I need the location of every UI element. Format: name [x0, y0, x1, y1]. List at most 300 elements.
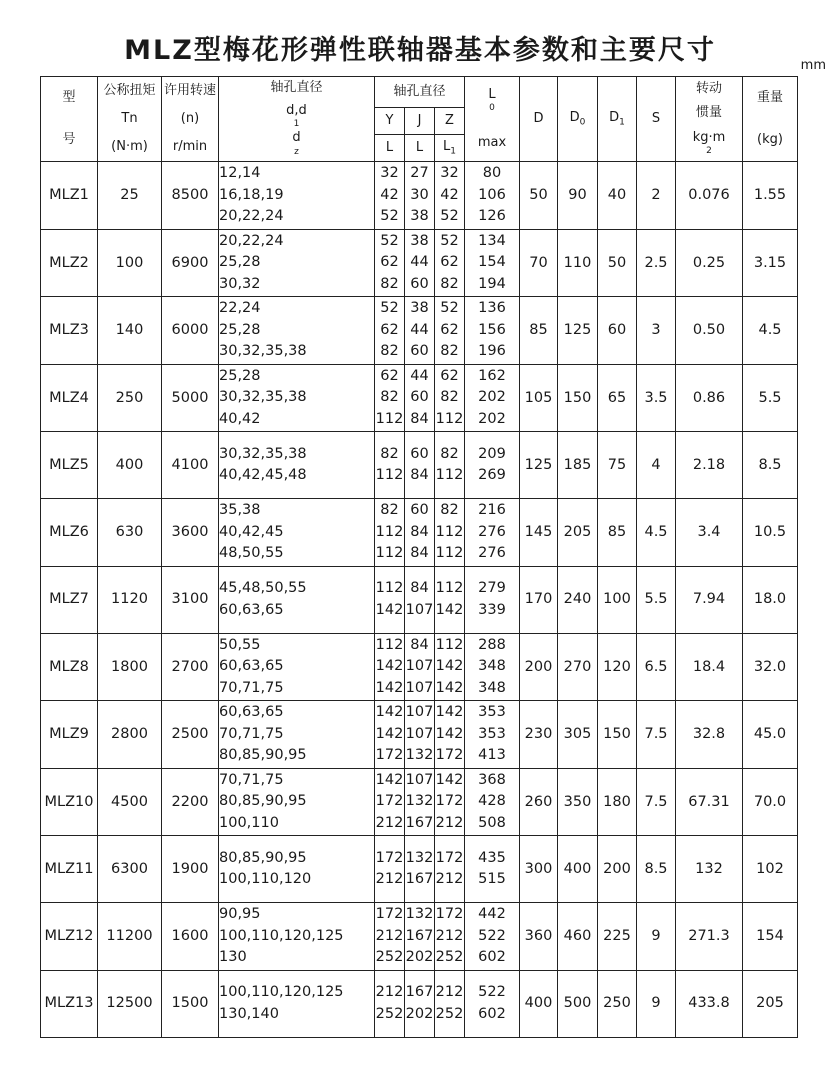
cell-y-length-value: 212	[375, 927, 404, 944]
cell-bore-diameters-value: 40,42	[219, 410, 261, 427]
cell-bore-diameters-value: 25,28	[219, 321, 261, 338]
cell-z-length-value: 82	[440, 343, 459, 359]
header-model: 型 号	[41, 77, 98, 162]
cell-s: 2.5	[637, 229, 676, 297]
cell-bore-diameters	[219, 566, 375, 633]
cell-bore-diameters-value: 80,85,90,95	[219, 747, 307, 763]
cell-y-length-value: 112	[375, 467, 404, 483]
cell-l0-max	[465, 432, 520, 499]
cell-model: MLZ5	[41, 432, 98, 499]
cell-z-length-value: 172	[435, 793, 464, 809]
cell-d1: 120	[598, 633, 637, 701]
cell-torque: 400	[98, 432, 162, 499]
cell-inertia: 433.8	[676, 970, 743, 1037]
cell-bore-diameters-value: 90,95	[219, 906, 261, 922]
cell-j-length-value: 30	[410, 186, 429, 203]
cell-d1: 60	[598, 297, 637, 365]
cell-d: 400	[520, 970, 558, 1037]
cell-s: 6.5	[637, 633, 676, 701]
table-row	[41, 836, 798, 903]
cell-z-length-value: 172	[435, 747, 464, 763]
cell-bore-diameters-value: 80,85,90,95	[219, 793, 307, 809]
cell-torque: 2800	[98, 701, 162, 769]
cell-torque: 140	[98, 297, 162, 365]
cell-l0-max-value: 413	[478, 747, 506, 763]
cell-d1: 225	[598, 903, 637, 971]
cell-j-length-value: 44	[410, 254, 429, 270]
cell-d0: 240	[558, 566, 598, 633]
cell-z-length	[435, 970, 465, 1037]
cell-model: MLZ13	[41, 970, 98, 1037]
cell-j-length	[405, 836, 435, 903]
cell-y-length-value: 212	[375, 871, 404, 887]
cell-z-length-value: 212	[435, 814, 464, 831]
cell-j-length	[405, 499, 435, 567]
cell-inertia: 67.31	[676, 768, 743, 836]
cell-j-length-value: 107	[405, 679, 434, 696]
cell-d1: 200	[598, 836, 637, 903]
cell-d0: 185	[558, 432, 598, 499]
table-row	[41, 297, 798, 365]
cell-bore-diameters-value: 40,42,45,48	[219, 467, 307, 483]
cell-d0: 460	[558, 903, 598, 971]
cell-l0-max	[465, 970, 520, 1037]
cell-weight: 5.5	[743, 364, 798, 432]
cell-speed: 1500	[162, 970, 219, 1037]
cell-y-length	[375, 162, 405, 230]
cell-l0-max	[465, 499, 520, 567]
cell-j-length	[405, 162, 435, 230]
cell-j-length-value: 38	[410, 208, 429, 224]
cell-s: 2	[637, 162, 676, 230]
cell-j-length-value: 84	[410, 410, 429, 427]
cell-bore-diameters-value: 30,32,35,38	[219, 343, 307, 359]
cell-y-length	[375, 701, 405, 769]
cell-l0-max-value: 353	[478, 704, 506, 720]
cell-y-length-value: 82	[380, 343, 399, 359]
cell-speed: 4100	[162, 432, 219, 499]
cell-d0: 350	[558, 768, 598, 836]
cell-weight: 45.0	[743, 701, 798, 769]
cell-d: 300	[520, 836, 558, 903]
cell-torque: 25	[98, 162, 162, 230]
cell-d0: 270	[558, 633, 598, 701]
cell-weight: 70.0	[743, 768, 798, 836]
cell-j-length	[405, 768, 435, 836]
cell-bore-diameters-value: 100,110,120,125	[219, 927, 344, 944]
header-l0: L 0 max	[465, 77, 520, 162]
cell-y-length-value: 82	[380, 389, 399, 405]
table-row	[41, 499, 798, 567]
table-row	[41, 633, 798, 701]
cell-d: 70	[520, 229, 558, 297]
cell-torque: 12500	[98, 970, 162, 1037]
cell-j-length-value: 84	[410, 580, 429, 596]
cell-bore-diameters	[219, 499, 375, 567]
table-row	[41, 701, 798, 769]
cell-j-length	[405, 566, 435, 633]
cell-y-length-value: 62	[380, 254, 399, 270]
cell-y-length-value: 52	[380, 300, 399, 316]
cell-speed: 5000	[162, 364, 219, 432]
header-z: Z	[435, 108, 465, 135]
cell-model: MLZ3	[41, 297, 98, 365]
table-row	[41, 162, 798, 230]
cell-bore-diameters	[219, 633, 375, 701]
cell-d0: 205	[558, 499, 598, 567]
cell-y-length	[375, 768, 405, 836]
cell-d: 125	[520, 432, 558, 499]
cell-y-length-value: 212	[375, 984, 404, 1000]
cell-j-length	[405, 297, 435, 365]
cell-j-length-value: 202	[405, 949, 434, 965]
cell-j-length-value: 167	[405, 871, 434, 887]
header-speed: 许用转速 (n) r/min	[162, 77, 219, 162]
page-title: MLZ型梅花形弹性联轴器基本参数和主要尺寸	[124, 35, 716, 66]
cell-bore-diameters-value: 100,110	[219, 814, 279, 831]
cell-y-length	[375, 836, 405, 903]
cell-l0-max-value: 435	[478, 849, 506, 866]
table-row	[41, 970, 798, 1037]
cell-y-length	[375, 297, 405, 365]
cell-y-length	[375, 432, 405, 499]
cell-s: 4	[637, 432, 676, 499]
cell-bore-diameters-value: 60,63,65	[219, 658, 284, 674]
cell-model: MLZ10	[41, 768, 98, 836]
cell-bore-diameters-value: 25,28	[219, 367, 261, 384]
cell-weight: 10.5	[743, 499, 798, 567]
cell-weight: 8.5	[743, 432, 798, 499]
cell-bore-diameters-value: 60,63,65	[219, 704, 284, 720]
header-d0: $D_0$	[558, 77, 598, 162]
cell-bore-diameters-value: 12,14	[219, 165, 261, 181]
cell-weight: 32.0	[743, 633, 798, 701]
cell-d: 360	[520, 903, 558, 971]
cell-j-length-value: 84	[410, 545, 429, 561]
cell-bore-diameters	[219, 364, 375, 432]
cell-j-length-value: 202	[405, 1005, 434, 1022]
cell-y-length-value: 112	[375, 523, 404, 540]
cell-l0-max	[465, 566, 520, 633]
cell-bore-diameters-value: 35,38	[219, 502, 261, 518]
cell-torque: 630	[98, 499, 162, 567]
cell-l0-max-value: 522	[478, 984, 506, 1000]
cell-bore-diameters-value: 20,22,24	[219, 232, 284, 249]
cell-inertia: 2.18	[676, 432, 743, 499]
cell-z-length-value: 172	[435, 906, 464, 922]
table-row	[41, 768, 798, 836]
table-row	[41, 364, 798, 432]
cell-d1: 75	[598, 432, 637, 499]
cell-l0-max-value: 288	[478, 636, 506, 653]
cell-s: 8.5	[637, 836, 676, 903]
cell-inertia: 132	[676, 836, 743, 903]
cell-l0-max-value: 276	[478, 523, 506, 540]
cell-bore-diameters-value: 25,28	[219, 254, 261, 270]
cell-j-length	[405, 364, 435, 432]
cell-y-length-value: 172	[375, 906, 404, 922]
cell-z-length	[435, 297, 465, 365]
cell-y-length	[375, 970, 405, 1037]
cell-y-length-value: 42	[380, 186, 399, 203]
cell-d0: 500	[558, 970, 598, 1037]
cell-s: 4.5	[637, 499, 676, 567]
cell-torque: 1800	[98, 633, 162, 701]
cell-l0-max	[465, 836, 520, 903]
cell-bore-diameters-value: 22,24	[219, 300, 261, 316]
cell-l0-max-value: 276	[478, 545, 506, 561]
cell-z-length	[435, 364, 465, 432]
table-row	[41, 903, 798, 971]
cell-d1: 250	[598, 970, 637, 1037]
cell-y-length-value: 112	[375, 636, 404, 653]
cell-j-length-value: 107	[405, 601, 434, 618]
cell-y-length-value: 112	[375, 410, 404, 427]
cell-model: MLZ1	[41, 162, 98, 230]
cell-y-length-value: 32	[380, 165, 399, 181]
cell-speed: 6000	[162, 297, 219, 365]
cell-j-length	[405, 903, 435, 971]
cell-l0-max-value: 196	[478, 343, 506, 359]
cell-l0-max-value: 136	[478, 300, 506, 316]
cell-y-length-value: 252	[375, 949, 404, 965]
cell-speed: 2700	[162, 633, 219, 701]
cell-j-length-value: 167	[405, 984, 434, 1000]
cell-bore-diameters-value: 30,32,35,38	[219, 445, 307, 462]
cell-s: 3	[637, 297, 676, 365]
cell-speed: 2500	[162, 701, 219, 769]
cell-l0-max-value: 154	[478, 254, 506, 270]
cell-j-length	[405, 970, 435, 1037]
cell-l0-max-value: 269	[478, 467, 506, 483]
cell-l0-max-value: 126	[478, 208, 506, 224]
cell-s: 5.5	[637, 566, 676, 633]
cell-j-length-value: 84	[410, 523, 429, 540]
header-d: D	[520, 77, 558, 162]
cell-z-length-value: 112	[435, 545, 464, 561]
cell-d0: 400	[558, 836, 598, 903]
cell-z-length-value: 172	[435, 849, 464, 866]
cell-z-length-value: 52	[440, 208, 459, 224]
cell-l0-max	[465, 701, 520, 769]
table-row	[41, 229, 798, 297]
cell-z-length	[435, 836, 465, 903]
cell-l0-max-value: 279	[478, 580, 506, 596]
cell-y-length-value: 112	[375, 580, 404, 596]
cell-speed: 8500	[162, 162, 219, 230]
cell-inertia: 0.86	[676, 364, 743, 432]
cell-bore-diameters	[219, 970, 375, 1037]
cell-d: 105	[520, 364, 558, 432]
cell-y-length-value: 82	[380, 445, 399, 462]
cell-z-length-value: 142	[435, 679, 464, 696]
cell-z-length-value: 212	[435, 984, 464, 1000]
cell-z-length-value: 252	[435, 1005, 464, 1022]
cell-l0-max-value: 134	[478, 232, 506, 249]
cell-y-length-value: 82	[380, 502, 399, 518]
header-z-l1: $L_1$	[435, 135, 465, 162]
cell-bore-diameters-value: 60,63,65	[219, 601, 284, 618]
cell-z-length-value: 112	[435, 636, 464, 653]
cell-z-length-value: 82	[440, 502, 459, 518]
cell-z-length	[435, 566, 465, 633]
header-inertia: 转动 惯量 kg·m 2	[676, 77, 743, 162]
cell-model: MLZ8	[41, 633, 98, 701]
cell-l0-max	[465, 162, 520, 230]
cell-z-length-value: 42	[440, 186, 459, 203]
cell-y-length-value: 252	[375, 1005, 404, 1022]
cell-d: 170	[520, 566, 558, 633]
cell-bore-diameters-value: 70,71,75	[219, 679, 284, 696]
cell-z-length-value: 82	[440, 445, 459, 462]
cell-d1: 180	[598, 768, 637, 836]
cell-model: MLZ2	[41, 229, 98, 297]
cell-bore-diameters-value: 100,110,120,125	[219, 984, 344, 1000]
cell-j-length-value: 44	[410, 367, 429, 384]
cell-inertia: 0.076	[676, 162, 743, 230]
cell-speed: 1900	[162, 836, 219, 903]
cell-l0-max-value: 508	[478, 814, 506, 831]
cell-d0: 90	[558, 162, 598, 230]
cell-bore-diameters-value: 30,32	[219, 275, 261, 292]
cell-speed: 1600	[162, 903, 219, 971]
cell-j-length-value: 84	[410, 636, 429, 653]
cell-bore-diameters-value: 40,42,45	[219, 523, 284, 540]
cell-l0-max-value: 368	[478, 771, 506, 788]
cell-z-length-value: 142	[435, 704, 464, 720]
cell-d0: 305	[558, 701, 598, 769]
cell-z-length	[435, 633, 465, 701]
cell-z-length-value: 82	[440, 275, 459, 292]
cell-l0-max-value: 348	[478, 658, 506, 674]
cell-torque: 250	[98, 364, 162, 432]
cell-l0-max	[465, 768, 520, 836]
cell-y-length-value: 62	[380, 367, 399, 384]
cell-j-length-value: 167	[405, 927, 434, 944]
cell-z-length	[435, 701, 465, 769]
cell-z-length	[435, 499, 465, 567]
cell-d0: 150	[558, 364, 598, 432]
cell-d1: 85	[598, 499, 637, 567]
cell-bore-diameters	[219, 162, 375, 230]
header-j: J	[405, 108, 435, 135]
cell-l0-max-value: 602	[478, 1005, 506, 1022]
cell-s: 9	[637, 970, 676, 1037]
cell-j-length-value: 107	[405, 771, 434, 788]
header-y-l: L	[375, 135, 405, 162]
cell-bore-diameters	[219, 432, 375, 499]
cell-d1: 65	[598, 364, 637, 432]
cell-d1: 50	[598, 229, 637, 297]
cell-inertia: 271.3	[676, 903, 743, 971]
cell-bore-diameters	[219, 701, 375, 769]
cell-y-length-value: 142	[375, 771, 404, 788]
cell-z-length-value: 82	[440, 389, 459, 405]
cell-inertia: 3.4	[676, 499, 743, 567]
cell-model: MLZ4	[41, 364, 98, 432]
cell-s: 7.5	[637, 768, 676, 836]
cell-j-length	[405, 701, 435, 769]
cell-z-length-value: 142	[435, 601, 464, 618]
cell-weight: 4.5	[743, 297, 798, 365]
cell-y-length	[375, 499, 405, 567]
cell-y-length-value: 142	[375, 704, 404, 720]
cell-l0-max-value: 194	[478, 275, 506, 292]
cell-j-length-value: 107	[405, 704, 434, 720]
header-bore-diameter: 轴孔直径 d,d 1 d z	[219, 77, 375, 162]
header-weight: 重量 (kg)	[743, 77, 798, 162]
cell-z-length-value: 52	[440, 232, 459, 249]
cell-j-length-value: 60	[410, 389, 429, 405]
header-d1: $D_1$	[598, 77, 637, 162]
cell-y-length-value: 142	[375, 679, 404, 696]
cell-d: 50	[520, 162, 558, 230]
cell-y-length-value: 112	[375, 545, 404, 561]
cell-l0-max-value: 80	[482, 165, 502, 181]
cell-y-length-value: 142	[375, 725, 404, 742]
header-s: S	[637, 77, 676, 162]
cell-bore-diameters-value: 20,22,24	[219, 208, 284, 224]
cell-bore-diameters-value: 130,140	[219, 1005, 279, 1022]
cell-bore-diameters-value: 70,71,75	[219, 725, 284, 742]
cell-z-length-value: 142	[435, 725, 464, 742]
parameter-table	[40, 76, 798, 1038]
cell-j-length-value: 60	[410, 502, 429, 518]
cell-bore-diameters	[219, 229, 375, 297]
cell-j-length-value: 27	[410, 165, 429, 181]
cell-d: 200	[520, 633, 558, 701]
cell-l0-max-value: 209	[478, 445, 506, 462]
cell-weight: 3.15	[743, 229, 798, 297]
cell-l0-max-value: 162	[478, 367, 506, 384]
cell-s: 7.5	[637, 701, 676, 769]
cell-y-length-value: 172	[375, 849, 404, 866]
cell-weight: 102	[743, 836, 798, 903]
cell-y-length-value: 52	[380, 232, 399, 249]
cell-l0-max	[465, 364, 520, 432]
cell-l0-max-value: 106	[478, 186, 506, 203]
cell-j-length	[405, 633, 435, 701]
cell-j-length-value: 38	[410, 300, 429, 316]
cell-j-length-value: 132	[405, 849, 434, 866]
cell-y-length	[375, 903, 405, 971]
cell-j-length-value: 60	[410, 445, 429, 462]
cell-z-length	[435, 903, 465, 971]
cell-bore-diameters-value: 48,50,55	[219, 545, 284, 561]
cell-bore-diameters-value: 30,32,35,38	[219, 389, 307, 405]
cell-bore-diameters	[219, 297, 375, 365]
cell-torque: 4500	[98, 768, 162, 836]
cell-l0-max-value: 602	[478, 949, 506, 965]
unit-label: mm	[800, 58, 826, 73]
cell-bore-diameters	[219, 836, 375, 903]
cell-torque: 1120	[98, 566, 162, 633]
cell-j-length-value: 132	[405, 747, 434, 763]
cell-l0-max	[465, 229, 520, 297]
cell-l0-max-value: 202	[478, 410, 506, 427]
cell-bore-diameters-value: 16,18,19	[219, 186, 284, 203]
cell-y-length	[375, 364, 405, 432]
cell-speed: 2200	[162, 768, 219, 836]
cell-s: 3.5	[637, 364, 676, 432]
cell-model: MLZ9	[41, 701, 98, 769]
cell-l0-max-value: 428	[478, 793, 506, 809]
cell-d0: 110	[558, 229, 598, 297]
cell-z-length	[435, 229, 465, 297]
header-y: Y	[375, 108, 405, 135]
cell-l0-max	[465, 633, 520, 701]
cell-l0-max-value: 442	[478, 906, 506, 922]
